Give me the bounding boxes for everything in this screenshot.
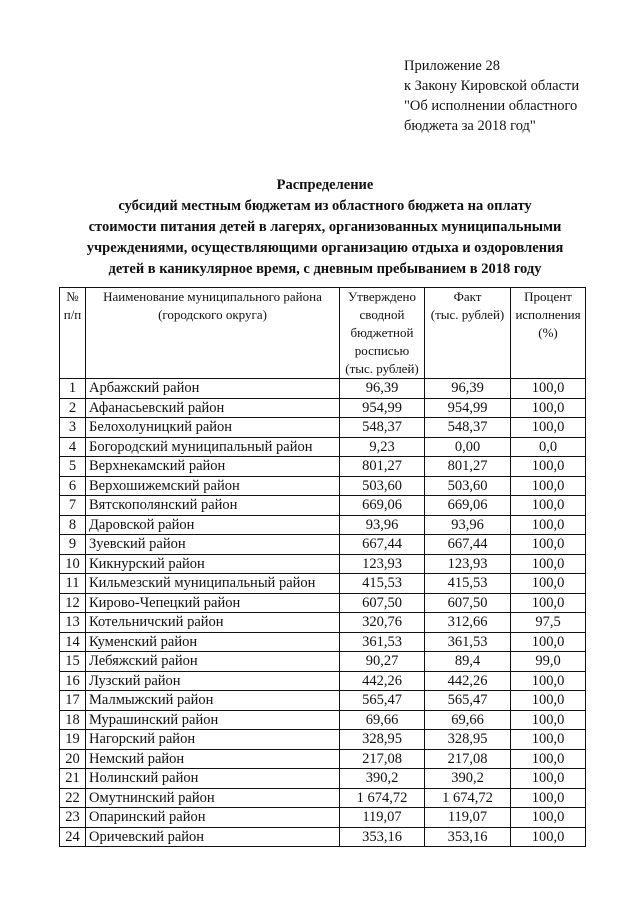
approved-amount: 801,27 [340,457,425,477]
execution-percent: 100,0 [511,515,586,535]
table-row [60,476,586,496]
row-number: 2 [60,398,86,418]
district-name: Мурашинский район [86,710,340,730]
approved-amount: 669,06 [340,496,425,516]
approved-amount: 607,50 [340,593,425,613]
subsidy-table [59,287,586,847]
execution-percent: 100,0 [511,593,586,613]
district-name: Афанасьевский район [86,398,340,418]
table-row [60,769,586,789]
approved-amount: 954,99 [340,398,425,418]
row-number: 9 [60,535,86,555]
fact-amount: 954,99 [425,398,511,418]
approved-amount: 1 674,72 [340,788,425,808]
table-row [60,437,586,457]
row-number: 7 [60,496,86,516]
execution-percent: 100,0 [511,632,586,652]
table-row [60,749,586,769]
fact-amount: 607,50 [425,593,511,613]
approved-amount: 90,27 [340,652,425,672]
approved-amount: 93,96 [340,515,425,535]
row-number: 24 [60,827,86,847]
district-name: Кильмезский муниципальный район [86,574,340,594]
table-row [60,632,586,652]
approved-amount: 9,23 [340,437,425,457]
row-number: 20 [60,749,86,769]
fact-amount: 669,06 [425,496,511,516]
fact-amount: 96,39 [425,379,511,399]
title-line-1: Распределение [276,177,374,193]
title-line-2: субсидий местным бюджетам из областного бюджета на оплату [118,198,532,214]
district-name: Оричевский район [86,827,340,847]
district-name: Омутнинский район [86,788,340,808]
fact-amount: 503,60 [425,476,511,496]
table-row [60,613,586,633]
table-row [60,515,586,535]
fact-amount: 93,96 [425,515,511,535]
row-number: 5 [60,457,86,477]
execution-percent: 100,0 [511,827,586,847]
row-number: 6 [60,476,86,496]
execution-percent: 100,0 [511,379,586,399]
row-number: 17 [60,691,86,711]
table-row [60,671,586,691]
approved-amount: 390,2 [340,769,425,789]
execution-percent: 100,0 [511,710,586,730]
district-name: Даровской район [86,515,340,535]
district-name: Опаринский район [86,808,340,828]
fact-amount: 801,27 [425,457,511,477]
title-line-4: учреждениями, осуществляющими организацию отдыха и оздоровления [86,240,564,256]
approved-amount: 96,39 [340,379,425,399]
fact-amount: 119,07 [425,808,511,828]
row-number: 13 [60,613,86,633]
table-row [60,710,586,730]
execution-percent: 100,0 [511,554,586,574]
fact-amount: 353,16 [425,827,511,847]
row-number: 22 [60,788,86,808]
district-name: Лузский район [86,671,340,691]
district-name: Зуевский район [86,535,340,555]
execution-percent: 100,0 [511,808,586,828]
table-row [60,379,586,399]
fact-amount: 565,47 [425,691,511,711]
fact-amount: 667,44 [425,535,511,555]
row-number: 18 [60,710,86,730]
appendix-law: к Закону Кировской области [404,78,580,94]
district-name: Нолинский район [86,769,340,789]
execution-percent: 100,0 [511,457,586,477]
row-number: 3 [60,418,86,438]
execution-percent: 100,0 [511,398,586,418]
table-row [60,398,586,418]
district-name: Лебяжский район [86,652,340,672]
approved-amount: 328,95 [340,730,425,750]
approved-amount: 69,66 [340,710,425,730]
execution-percent: 100,0 [511,418,586,438]
table-row [60,457,586,477]
fact-amount: 217,08 [425,749,511,769]
district-name: Немский район [86,749,340,769]
execution-percent: 99,0 [511,652,586,672]
table-row [60,691,586,711]
execution-percent: 100,0 [511,671,586,691]
approved-amount: 353,16 [340,827,425,847]
fact-amount: 415,53 [425,574,511,594]
district-name: Белохолуницкий район [86,418,340,438]
table-row [60,652,586,672]
header-approved: Утверждено сводной бюджетной росписью (тыс. рублей) [340,288,425,379]
header-name: Наименование муниципального района (городского округа) [86,288,340,379]
execution-percent: 0,0 [511,437,586,457]
fact-amount: 1 674,72 [425,788,511,808]
approved-amount: 217,08 [340,749,425,769]
district-name: Кирово-Чепецкий район [86,593,340,613]
execution-percent: 100,0 [511,749,586,769]
table-row [60,808,586,828]
fact-amount: 442,26 [425,671,511,691]
appendix-law-title-1: "Об исполнении областного [404,98,578,114]
header-fact: Факт (тыс. рублей) [425,288,511,379]
fact-amount: 312,66 [425,613,511,633]
row-number: 4 [60,437,86,457]
table-row [60,730,586,750]
table-row [60,788,586,808]
fact-amount: 361,53 [425,632,511,652]
header-num: № п/п [60,288,86,379]
row-number: 21 [60,769,86,789]
district-name: Котельничский район [86,613,340,633]
approved-amount: 361,53 [340,632,425,652]
row-number: 10 [60,554,86,574]
district-name: Вятскополянский район [86,496,340,516]
table-row [60,535,586,555]
execution-percent: 100,0 [511,574,586,594]
district-name: Кикнурский район [86,554,340,574]
header-percent: Процент исполнения (%) [511,288,586,379]
district-name: Верхнекамский район [86,457,340,477]
execution-percent: 100,0 [511,691,586,711]
table-row [60,593,586,613]
row-number: 8 [60,515,86,535]
approved-amount: 565,47 [340,691,425,711]
approved-amount: 415,53 [340,574,425,594]
district-name: Богородский муниципальный район [86,437,340,457]
row-number: 23 [60,808,86,828]
approved-amount: 667,44 [340,535,425,555]
table-row [60,827,586,847]
table-row [60,574,586,594]
execution-percent: 100,0 [511,496,586,516]
district-name: Куменский район [86,632,340,652]
approved-amount: 123,93 [340,554,425,574]
row-number: 15 [60,652,86,672]
fact-amount: 69,66 [425,710,511,730]
fact-amount: 89,4 [425,652,511,672]
district-name: Малмыжский район [86,691,340,711]
execution-percent: 97,5 [511,613,586,633]
row-number: 19 [60,730,86,750]
execution-percent: 100,0 [511,788,586,808]
district-name: Верхошижемский район [86,476,340,496]
district-name: Арбажский район [86,379,340,399]
row-number: 14 [60,632,86,652]
fact-amount: 328,95 [425,730,511,750]
fact-amount: 0,00 [425,437,511,457]
title-line-5: детей в каникулярное время, с дневным пребыванием в 2018 году [108,261,542,277]
row-number: 11 [60,574,86,594]
table-row [60,554,586,574]
row-number: 16 [60,671,86,691]
appendix-header [404,56,579,136]
approved-amount: 503,60 [340,476,425,496]
district-name: Нагорский район [86,730,340,750]
approved-amount: 320,76 [340,613,425,633]
execution-percent: 100,0 [511,769,586,789]
table-header-row [60,288,586,379]
appendix-law-title-2: бюджета за 2018 год" [404,118,536,134]
table-row [60,418,586,438]
execution-percent: 100,0 [511,476,586,496]
row-number: 12 [60,593,86,613]
fact-amount: 123,93 [425,554,511,574]
approved-amount: 442,26 [340,671,425,691]
appendix-number: Приложение 28 [404,58,500,74]
execution-percent: 100,0 [511,535,586,555]
title-line-3: стоимости питания детей в лагерях, организованных муниципальными [88,219,562,235]
row-number: 1 [60,379,86,399]
execution-percent: 100,0 [511,730,586,750]
table-body [60,379,586,847]
approved-amount: 119,07 [340,808,425,828]
table-row [60,496,586,516]
approved-amount: 548,37 [340,418,425,438]
fact-amount: 390,2 [425,769,511,789]
fact-amount: 548,37 [425,418,511,438]
document-title [60,175,590,280]
